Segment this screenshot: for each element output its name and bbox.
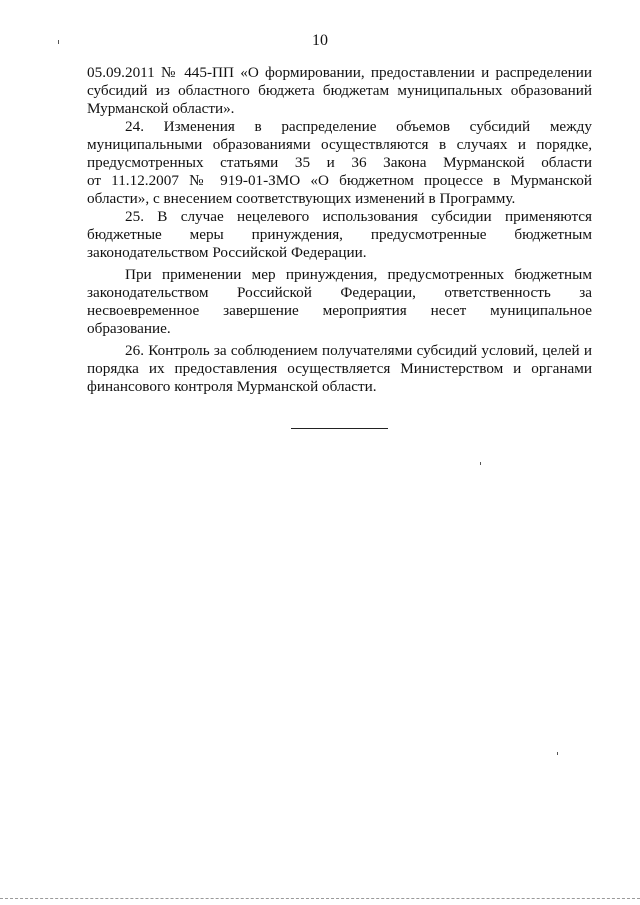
paragraph-continuation	[87, 64, 592, 118]
end-of-document-rule	[291, 428, 388, 429]
text-line: 26. Контроль за соблюдением получателями субсидий условий, целей и	[125, 342, 592, 359]
scan-speck	[480, 462, 481, 465]
text-line: 05.09.2011 № 445-ПП «О формировании, предоставлении и распределении	[87, 64, 592, 81]
scan-bottom-edge	[0, 898, 640, 899]
text-line: муниципальными образованиями осуществляются в случаях и порядке,	[87, 136, 592, 153]
scan-speck	[557, 752, 558, 755]
text-line: Мурманской области».	[87, 100, 235, 117]
text-line: порядка их предоставления осуществляется Министерством и органами	[87, 360, 592, 377]
text-line: 25. В случае нецелевого использования субсидии применяются	[125, 208, 592, 225]
text-line: законодательством Российской Федерации.	[87, 244, 367, 261]
paragraph-item-26	[87, 342, 592, 396]
document-body	[87, 64, 592, 396]
text-line: от 11.12.2007 № 919-01-ЗМО «О бюджетном процессе в Мурманской	[87, 172, 592, 189]
paragraph-item-25-continuation	[87, 266, 592, 338]
paragraph-item-25	[87, 208, 592, 262]
text-line: образование.	[87, 320, 171, 337]
text-line: предусмотренных статьями 35 и 36 Закона Мурманской области	[87, 154, 592, 171]
text-line: бюджетные меры принуждения, предусмотренные бюджетным	[87, 226, 592, 243]
text-line: законодательством Российской Федерации, ответственность за	[87, 284, 592, 301]
page-number: 10	[312, 32, 328, 49]
text-line: несвоевременное завершение мероприятия несет муниципальное	[87, 302, 592, 319]
text-line: финансового контроля Мурманской области.	[87, 378, 377, 395]
text-line: субсидий из областного бюджета бюджетам муниципальных образований	[87, 82, 592, 99]
paragraph-item-24	[87, 118, 592, 208]
text-line: 24. Изменения в распределение объемов субсидий между	[125, 118, 592, 135]
scan-speck	[58, 40, 59, 44]
text-line: области», с внесением соответствующих изменений в Программу.	[87, 190, 516, 207]
text-line: При применении мер принуждения, предусмотренных бюджетным	[125, 266, 592, 283]
